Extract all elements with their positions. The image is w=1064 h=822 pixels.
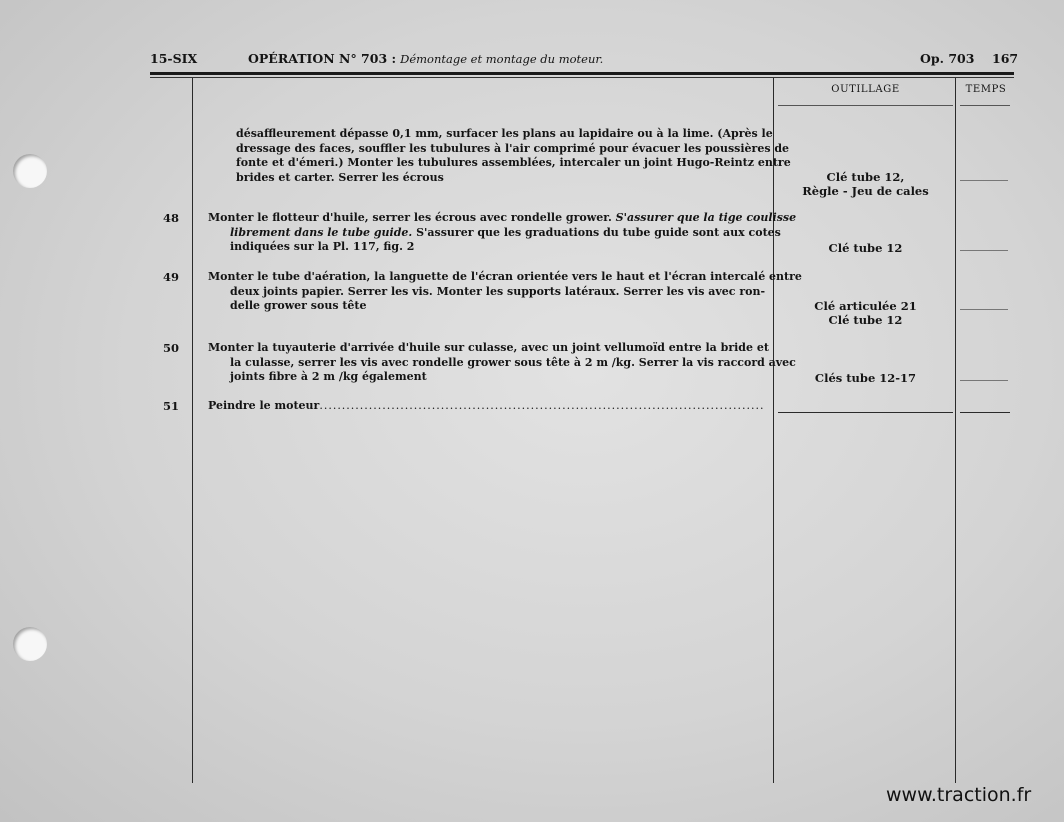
text-line: indiquées sur la Pl. 117, fig. 2 [230,240,415,253]
time-dash [960,309,1008,310]
tool-entry: Clé tube 12, [826,170,905,184]
continuation-tools [778,170,953,198]
header-rule-thick [150,72,1014,75]
text-line: Monter la tuyauterie d'arrivée d'huile sur culasse, avec un joint vellumoïd entre la bride et [208,341,769,354]
step-tools [778,371,953,385]
text-line: dressage des faces, souffler les tubulures à l'air comprimé pour évacuer les poussières de [236,141,790,155]
tool-entry: Clé tube 12 [828,241,903,255]
text-line: désaffleurement dépasse 0,1 mm, surfacer les plans au lapidaire ou à la lime. (Après le [236,127,773,140]
tool-entry: Clés tube 12-17 [814,371,917,385]
step-tools [778,299,953,327]
step-tools [778,241,953,255]
tool-entry: Règle - Jeu de cales [802,184,929,198]
time-title-underline [960,105,1010,106]
step-number: 48 [162,211,179,225]
step-paragraph [208,270,802,314]
number-column-line [192,78,193,783]
header-op-ref: Op. 703 [920,51,975,66]
time-end-rule [960,412,1010,413]
text-line: Monter le flotteur d'huile, serrer les écrous avec rondelle grower. S'assurer que la tige coulisse [208,211,797,224]
text-line: delle grower sous tête [230,299,367,312]
step-number: 50 [162,341,179,355]
operation-label: OPÉRATION N° 703 : [248,51,397,66]
header-left: 15-SIX [150,51,198,66]
watermark: www.traction.fr [886,784,1032,806]
tools-title-underline [778,105,953,106]
tool-entry: Clé articulée 21 [814,299,917,313]
binder-hole-bottom [13,627,47,661]
binder-hole-top [13,154,47,188]
step-number: 49 [162,270,179,284]
step-paragraph [208,341,796,385]
header-rule-thin [150,77,1014,78]
text-line: deux joints papier. Serrer les vis. Monter les supports latéraux. Serrer les vis avec ron- [230,284,766,298]
time-dash [960,250,1008,251]
text-line: librement dans le tube guide. S'assurer que les graduations du tube guide sont aux cotes [230,225,781,239]
continuation-paragraph [236,127,791,185]
text-line: fonte et d'émeri.) Monter les tubulures assemblées, intercaler un joint Hugo-Reintz entre [236,156,791,169]
operation-title: Démontage et montage du moteur. [400,52,604,66]
tools-column-title: OUTILLAGE [831,84,900,95]
header-operation [248,51,603,66]
text-line: brides et carter. Serrer les écrous [236,170,444,184]
tools-end-rule [778,412,953,413]
time-column-line [955,78,956,783]
step-paragraph [208,211,796,255]
text-line: joints fibre à 2 m /kg également [230,370,427,383]
text-line: Peindre le moteur................................................................................................... [208,399,765,412]
header-page-number: 167 [992,51,1019,66]
time-dash [960,380,1008,381]
step-paragraph [208,399,765,414]
time-column-title: TEMPS [965,84,1007,95]
text-line: Monter le tube d'aération, la languette de l'écran orientée vers le haut et l'écran intercalé entre [208,270,802,283]
text-line: la culasse, serrer les vis avec rondelle grower sous tête à 2 m /kg. Serrer la vis raccord avec [230,355,796,369]
step-number: 51 [162,399,179,413]
time-dash [960,180,1008,181]
tool-entry: Clé tube 12 [828,313,903,327]
